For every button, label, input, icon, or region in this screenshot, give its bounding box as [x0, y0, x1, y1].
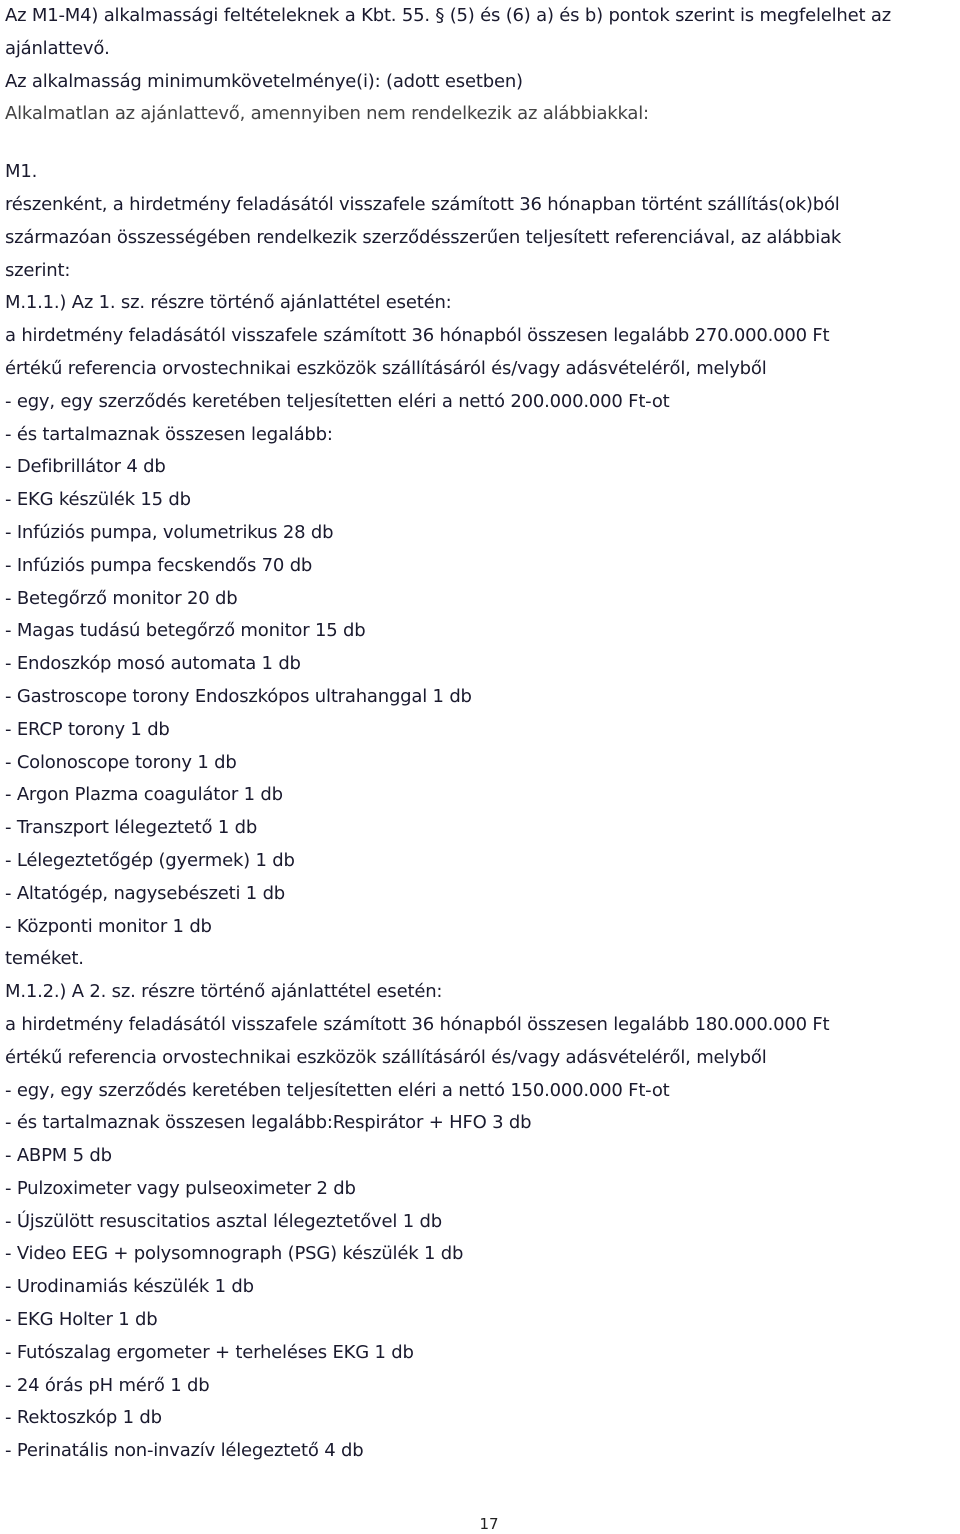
part-2-heading: M.1.2.) A 2. sz. részre történő ajánlattétel esetén: — [5, 981, 443, 1003]
requirements-heading: Az alkalmasság minimumkövetelménye(i): (adott esetben) — [5, 70, 523, 92]
paragraph-line: szerint: — [5, 259, 71, 281]
list-item: - Rektoszkóp 1 db — [5, 1407, 162, 1429]
list-item: - Colonoscope torony 1 db — [5, 751, 237, 773]
paragraph-line: a hirdetmény feladásától visszafele számított 36 hónapból összesen legalább 270.000.000 Ft — [5, 325, 830, 347]
part-1-section — [5, 287, 955, 976]
m1-description — [5, 189, 955, 287]
part-1-device-list — [5, 451, 955, 943]
paragraph-line: értékű referencia orvostechnikai eszközök szállításáról és/vagy adásvételéről, melyből — [5, 1046, 767, 1068]
intro-line: ajánlattevő. — [5, 37, 110, 59]
list-item: - ABPM 5 db — [5, 1145, 112, 1167]
closing-line: teméket. — [5, 948, 84, 970]
paragraph-line: származóan összességében rendelkezik szerződésszerűen teljesített referenciával, az alábbiak — [5, 226, 842, 248]
paragraph-line: - egy, egy szerződés keretében teljesítetten eléri a nettó 150.000.000 Ft-ot — [5, 1079, 670, 1101]
list-item: - Video EEG + polysomnograph (PSG) készülék 1 db — [5, 1243, 464, 1265]
intro-line: Alkalmatlan az ajánlattevő, amennyiben nem rendelkezik az alábbiakkal: — [5, 103, 649, 125]
list-item: - Altatógép, nagysebészeti 1 db — [5, 882, 286, 904]
part-1-heading: M.1.1.) Az 1. sz. részre történő ajánlattétel esetén: — [5, 292, 452, 314]
list-item: - EKG készülék 15 db — [5, 489, 191, 511]
document-page — [5, 0, 955, 1468]
list-item: - Újszülött resuscitatios asztal lélegeztetővel 1 db — [5, 1210, 442, 1232]
list-item: - Gastroscope torony Endoszkópos ultrahanggal 1 db — [5, 685, 472, 707]
list-item: - Endoszkóp mosó automata 1 db — [5, 653, 301, 675]
list-item: - Központi monitor 1 db — [5, 915, 212, 937]
page-number: 17 — [479, 1515, 499, 1533]
list-item: - Betegőrző monitor 20 db — [5, 587, 238, 609]
paragraph-line: - egy, egy szerződés keretében teljesítetten eléri a nettó 200.000.000 Ft-ot — [5, 390, 670, 412]
list-item: - Pulzoximeter vagy pulseoximeter 2 db — [5, 1177, 356, 1199]
spacer — [5, 131, 955, 156]
list-item: - Infúziós pumpa, volumetrikus 28 db — [5, 521, 334, 543]
list-item: - Infúziós pumpa fecskendős 70 db — [5, 554, 313, 576]
paragraph-line: részenként, a hirdetmény feladásától visszafele számított 36 hónapban történt szállítás(ok)ból — [5, 193, 840, 215]
list-item: - Lélegeztetőgép (gyermek) 1 db — [5, 849, 295, 871]
part-2-section — [5, 976, 955, 1468]
m1-heading: M1. — [5, 161, 38, 183]
list-item: - Magas tudású betegőrző monitor 15 db — [5, 620, 366, 642]
list-item: - ERCP torony 1 db — [5, 718, 170, 740]
paragraph-line: - és tartalmaznak összesen legalább: — [5, 423, 333, 445]
paragraph-line: a hirdetmény feladásától visszafele számított 36 hónapból összesen legalább 180.000.000 Ft — [5, 1013, 830, 1035]
list-item: - Urodinamiás készülék 1 db — [5, 1276, 254, 1298]
paragraph-line: - és tartalmaznak összesen legalább:Respirátor + HFO 3 db — [5, 1112, 532, 1134]
paragraph-line: értékű referencia orvostechnikai eszközök szállításáról és/vagy adásvételéről, melyből — [5, 357, 767, 379]
list-item: - Argon Plazma coagulátor 1 db — [5, 784, 283, 806]
part-2-device-list — [5, 1140, 955, 1468]
list-item: - Transzport lélegeztető 1 db — [5, 817, 258, 839]
list-item: - Futószalag ergometer + terheléses EKG 1 db — [5, 1341, 414, 1363]
intro-line: Az M1-M4) alkalmassági feltételeknek a Kbt. 55. § (5) és (6) a) és b) pontok szerint is megfelelhet az — [5, 5, 891, 26]
list-item: - Perinatális non-invazív lélegeztető 4 db — [5, 1440, 364, 1462]
list-item: - EKG Holter 1 db — [5, 1309, 158, 1331]
list-item: - Defibrillátor 4 db — [5, 456, 166, 478]
list-item: - 24 órás pH mérő 1 db — [5, 1374, 210, 1396]
